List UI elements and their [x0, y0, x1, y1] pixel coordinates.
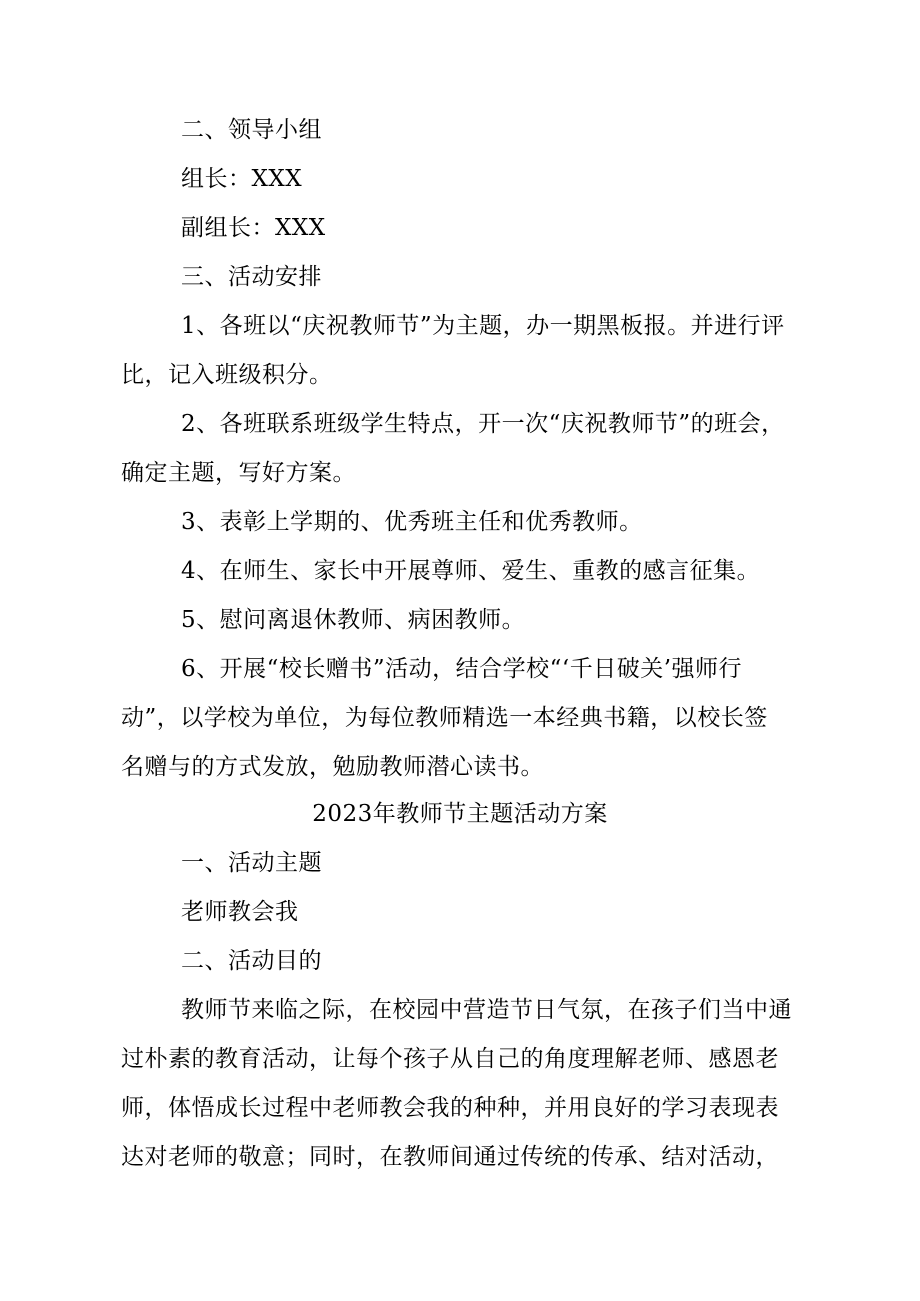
plan-purpose-line-4: 达对老师的敬意；同时，在教师间通过传统的传承、结对活动， — [121, 1144, 779, 1170]
item-2-line-2: 确定主题，写好方案。 — [121, 460, 356, 486]
plan-purpose-line-3: 师，体悟成长过程中老师教会我的种种，并用良好的学习表现表 — [121, 1095, 779, 1121]
item-6-line-2: 动”，以学校为单位，为每位教师精选一本经典书籍，以校长签 — [121, 705, 768, 731]
plan-section-1-heading: 一、活动主题 — [181, 850, 322, 876]
item-5: 5、慰问离退休教师、病困教师。 — [181, 607, 526, 633]
plan-purpose-line-2: 过朴素的教育活动，让每个孩子从自己的角度理解老师、感恩老 — [121, 1046, 779, 1072]
section-2-heading: 二、领导小组 — [181, 117, 322, 143]
item-2-line-1: 2、各班联系班级学生特点，开一次“庆祝教师节”的班会， — [181, 411, 785, 437]
item-4: 4、在师生、家长中开展尊师、爱生、重教的感言征集。 — [181, 558, 761, 584]
item-1-line-1: 1、各班以“庆祝教师节”为主题，办一期黑板报。并进行评 — [181, 313, 785, 339]
leader-line: 组长：XXX — [181, 166, 303, 192]
item-6-line-3: 名赠与的方式发放，勉励教师潜心读书。 — [121, 754, 544, 780]
section-3-heading: 三、活动安排 — [181, 264, 322, 290]
item-1-line-2: 比，记入班级积分。 — [121, 362, 333, 388]
plan-purpose-line-1: 教师节来临之际，在校园中营造节日气氛，在孩子们当中通 — [181, 997, 792, 1023]
plan-theme: 老师教会我 — [181, 899, 299, 925]
plan-section-2-heading: 二、活动目的 — [181, 948, 322, 974]
item-6-line-1: 6、开展“校长赠书”活动，结合学校“‘千日破关’强师行 — [181, 656, 743, 682]
item-3: 3、表彰上学期的、优秀班主任和优秀教师。 — [181, 509, 643, 535]
deputy-leader-line: 副组长：XXX — [181, 215, 326, 241]
plan-title: 2023年教师节主题活动方案 — [312, 801, 608, 827]
